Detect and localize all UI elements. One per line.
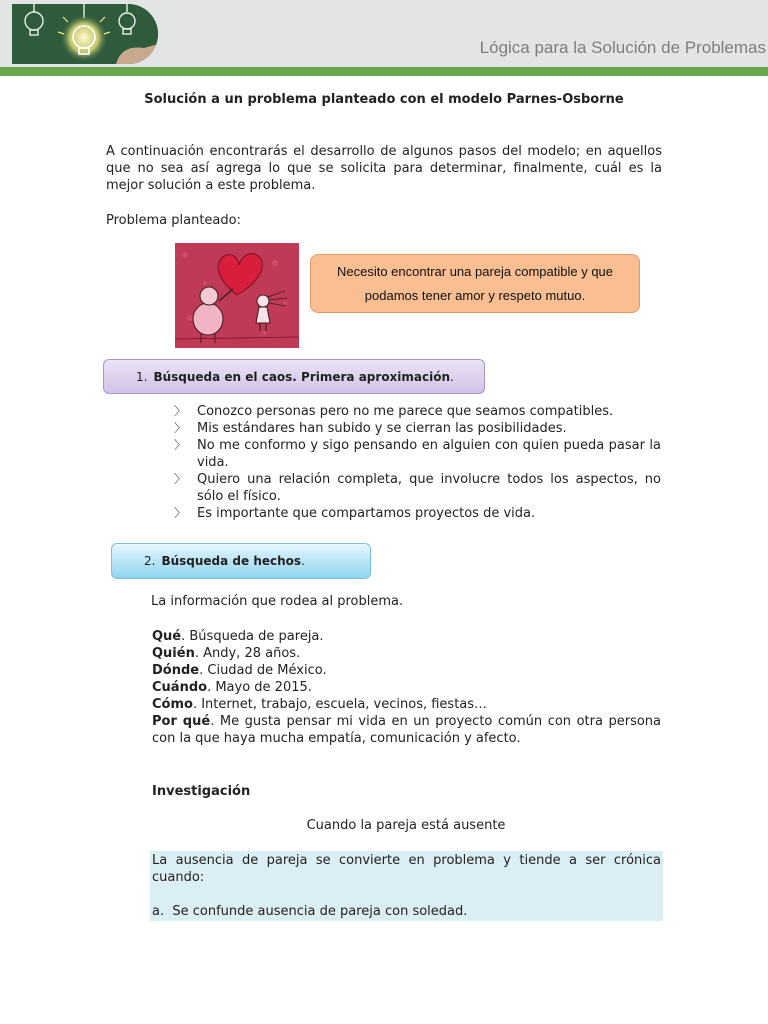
chevron-right-icon: 〉 [174,438,187,452]
list-item-text: Es importante que compartamos proyectos de vida. [197,506,536,521]
lightbulbs-logo [12,4,158,64]
fact-text: . Andy, 28 años. [194,646,301,661]
fact-label: Qué [152,629,182,644]
list-item-text: Mis estándares han subido y se cierran las posibilidades. [197,421,567,436]
step-2-label: Búsqueda de hechos [161,554,302,568]
list-item-text: Conozco personas pero no me parece que seamos compatibles. [197,404,614,419]
step-1-bullet-list [174,403,661,522]
step-1-label: Búsqueda en el caos. Primera aproximación [153,369,451,384]
fact-label: Por qué [152,714,211,729]
facts-list [152,628,661,747]
fact-como [152,696,661,713]
step-1-number: 1. [136,369,148,384]
fact-text: . Me gusta pensar mi vida en un proyecto común con otra persona con la que haya mucha empatía, comunicación y afecto. [152,714,661,746]
list-item [174,437,661,471]
chevron-right-icon: 〉 [174,472,187,486]
fact-cuando [152,679,661,696]
list-item-text: Quiero una relación completa, que involucre todos los aspectos, no sólo el físico. [197,472,661,504]
problem-callout: Necesito encontrar una pareja compatible y que podamos tener amor y respeto mutuo. [310,254,640,313]
item-marker: a. [152,904,165,919]
highlight-text: La ausencia de pareja se convierte en problema y tiende a ser crónica cuando: [152,853,661,885]
document-title: Solución a un problema planteado con el modelo Parnes-Osborne [144,92,624,107]
page-header [0,0,768,68]
highlight-item [152,903,661,920]
info-intro: La información que rodea al problema. [151,594,404,609]
chevron-right-icon: 〉 [174,506,187,520]
heart-illustration [175,243,299,348]
list-item [174,420,661,437]
problem-label: Problema planteado: [106,213,241,228]
list-item-text: No me conformo y sigo pensando en alguien con quien pueda pasar la vida. [197,438,661,470]
fact-label: Quién [152,646,195,661]
chevron-right-icon: 〉 [174,404,187,418]
fact-label: Cuándo [152,680,208,695]
step-2-banner [111,543,371,579]
step-1-suffix: . [450,369,454,384]
list-item [174,505,661,522]
investigation-heading: Investigación [152,784,251,799]
fact-que [152,628,661,645]
highlight-box [150,851,663,921]
fact-text: . Internet, trabajo, escuela, vecinos, fiestas… [192,697,488,712]
intro-paragraph: A continuación encontrarás el desarrollo de algunos pasos del modelo; en aquellos que no sea así agrega lo que se solicita para determinar, finalmente, cuál es la mejor solución a este problema. [106,144,662,193]
fact-quien [152,645,661,662]
header-green-band [0,67,768,76]
fact-label: Dónde [152,663,200,678]
step-1-banner [103,359,485,394]
step-2-suffix: . [301,554,305,568]
fact-text: . Mayo de 2015. [207,680,312,695]
step-2-number: 2. [144,554,156,568]
fact-label: Cómo [152,697,193,712]
list-item [174,403,661,420]
course-title: Lógica para la Solución de Problemas [479,38,766,57]
chevron-right-icon: 〉 [174,421,187,435]
fact-text: . Ciudad de México. [199,663,327,678]
fact-text: . Búsqueda de pareja. [181,629,324,644]
fact-por-que [152,713,661,747]
investigation-subtitle: Cuando la pareja está ausente [306,818,506,833]
list-item [174,471,661,505]
item-text: Se confunde ausencia de pareja con soledad. [172,904,468,919]
fact-donde [152,662,661,679]
